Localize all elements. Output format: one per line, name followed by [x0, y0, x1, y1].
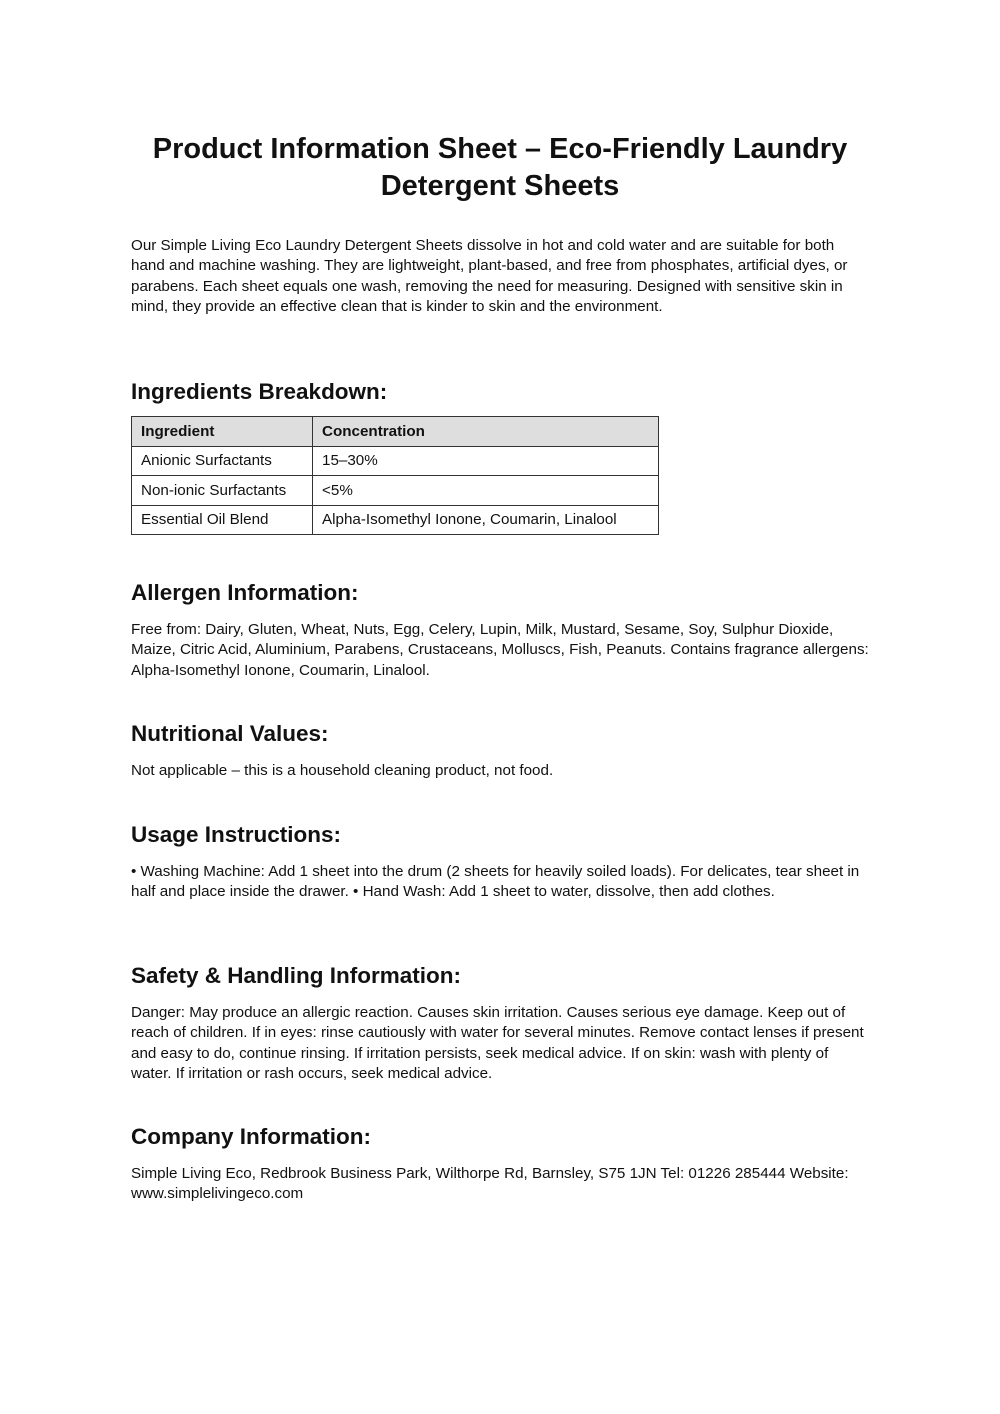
nutrition-heading: Nutritional Values: [131, 721, 329, 746]
intro-paragraph: Our Simple Living Eco Laundry Detergent Sheets dissolve in hot and cold water and are suitable for both hand and machine washing. They are lightweight, plant-based, and free from phosphates, artificial dyes, or parabens. Each sheet equals one wash, removing the need for measuring. Designed with sensitive skin in mind, they provide an effective clean that is kinder to skin and the environment. [131, 237, 848, 315]
company-heading: Company Information: [131, 1124, 371, 1149]
table-row [132, 446, 659, 476]
usage-paragraph: • Washing Machine: Add 1 sheet into the drum (2 sheets for heavily soiled loads). For delicates, tear sheet in half and place inside the drawer. • Hand Wash: Add 1 sheet to water, dissolve, then add clothes. [131, 863, 860, 901]
safety-heading: Safety & Handling Information: [131, 963, 462, 988]
table-row [132, 505, 659, 535]
ingredients-table [131, 416, 659, 535]
column-header-ingredient: Ingredient [132, 417, 313, 447]
concentration-cell: <5% [313, 476, 659, 506]
allergen-heading: Allergen Information: [131, 580, 359, 605]
usage-heading: Usage Instructions: [131, 822, 342, 847]
nutrition-paragraph: Not applicable – this is a household cleaning product, not food. [131, 762, 554, 779]
column-header-concentration: Concentration [313, 417, 659, 447]
safety-paragraph: Danger: May produce an allergic reaction. Causes skin irritation. Causes serious eye damage. Keep out of reach of children. If in eyes: rinse cautiously with water for several minutes. Remove contact lenses if present and easy to do, continue rinsing. If irritation persists, seek medical advice. If on skin: wash with plenty of water. If irritation or rash occurs, seek medical advice. [131, 1004, 864, 1082]
allergen-paragraph: Free from: Dairy, Gluten, Wheat, Nuts, Egg, Celery, Lupin, Milk, Mustard, Sesame, Soy, Sulphur Dioxide, Maize, Citric Acid, Aluminium, Parabens, Crustaceans, Molluscs, Fish, Peanuts. Contains fragrance allergens: Alpha-Isomethyl Ionone, Coumarin, Linalool. [131, 621, 869, 679]
ingredients-heading: Ingredients Breakdown: [131, 379, 388, 404]
ingredient-name-cell: Anionic Surfactants [132, 446, 313, 476]
ingredient-name-cell: Essential Oil Blend [132, 505, 313, 535]
concentration-cell: Alpha-Isomethyl Ionone, Coumarin, Linalool [313, 505, 659, 535]
table-row [132, 476, 659, 506]
concentration-cell: 15–30% [313, 446, 659, 476]
table-header-row [132, 417, 659, 447]
ingredient-name-cell: Non-ionic Surfactants [132, 476, 313, 506]
company-paragraph: Simple Living Eco, Redbrook Business Park, Wilthorpe Rd, Barnsley, S75 1JN Tel: 01226 285444 Website: www.simplelivingeco.com [131, 1165, 849, 1203]
document-title: Product Information Sheet – Eco-Friendly Laundry Detergent Sheets [152, 133, 848, 202]
